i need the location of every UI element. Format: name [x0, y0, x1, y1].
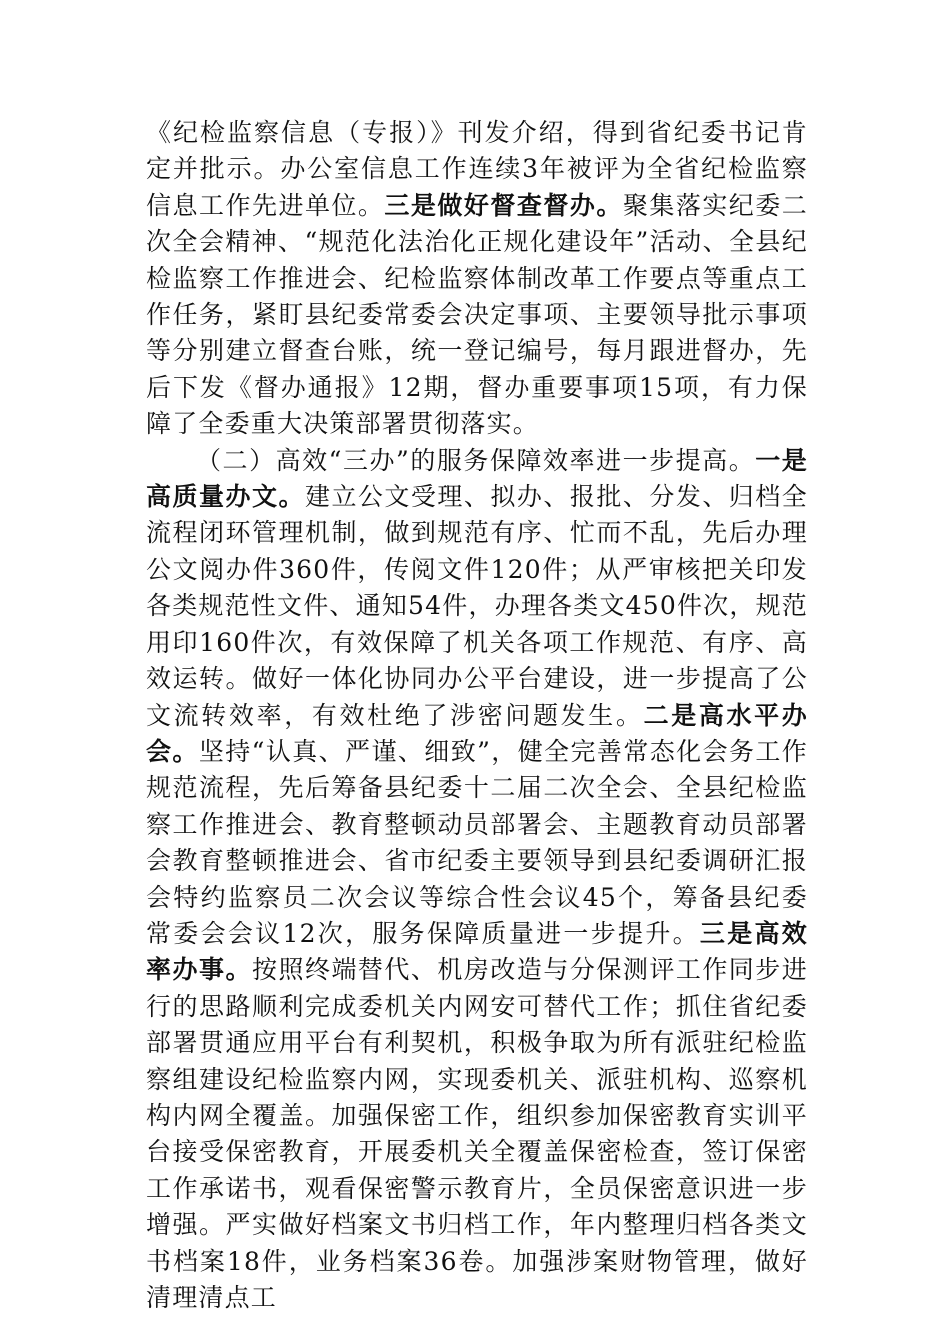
text-segment: 按照终端替代、机房改造与分保测评工作同步进行的思路顺利完成委机关内网安可替代工作；抓住省纪委部署贯通应用平台有利契机，积极争取为所有派驻纪检监察组建设纪检监察内网，实现委机关、派驻机构、巡察机构内网全覆盖。加强保密工作，组织参加保密教育实训平台接受保密教育，开展委机关全覆盖保密检查，签订保密工作承诺书，观看保密警示教育片，全员保密意识进一步增强。严实做好档案文书归档工作，年内整理归档各类文书档案18件，业务档案36卷。加强涉案财物管理，做好清理清点工	[146, 955, 808, 1312]
bold-heading-meetings: 二是高水平办会。	[146, 700, 808, 766]
text-segment: 聚集落实纪委二次全会精神、“规范化法治化正规化建设年”活动、全县纪检监察工作推进会、纪检监察体制改革工作要点等重点工作任务，紧盯县纪委常委会决定事项、主要领导批示事项等分别建立督查台账，统一登记编号，每月跟进督办，先后下发《督办通报》12期，督办重要事项15项，有力保障了全委重大决策部署贯彻落实。	[146, 190, 808, 439]
text-segment: 坚持“认真、严谨、细致”，健全完善常态化会务工作规范流程，先后筹备县纪委十二届二次全会、全县纪检监察工作推进会、教育整顿动员部署会、主题教育动员部署会教育整顿推进会、省市纪委主要领导到县纪委调研汇报会特约监察员二次会议等综合性会议45个，筹备县纪委常委会会议12次，服务保障质量进一步提升。	[146, 736, 808, 948]
paragraph-supervision	[146, 115, 808, 443]
section-heading: （二）高效“三办”的服务保障效率进一步提高。	[196, 445, 756, 475]
bold-heading-documents: 一是高质量办文。	[146, 445, 808, 512]
paragraph-service-efficiency	[146, 443, 808, 1317]
bold-heading-supervision: 三是做好督查督办。	[384, 190, 623, 220]
text-segment: 《纪检监察信息（专报）》刊发介绍，得到省纪委书记肯定并批示。办公室信息工作连续3年被评为全省纪检监察信息工作先进单位。	[146, 118, 808, 220]
text-segment: 建立公文受理、拟办、报批、分发、归档全流程闭环管理机制，做到规范有序、忙而不乱，先后办理公文阅办件360件，传阅文件120件；从严审核把关印发各类规范性文件、通知54件，办理各类文450件次，规范用印160件次，有效保障了机关各项工作规范、有序、高效运转。做好一体化协同办公平台建设，进一步提高了公文流转效率，有效杜绝了涉密问题发生。	[146, 482, 808, 730]
document-body	[146, 115, 808, 1316]
bold-heading-affairs: 三是高效率办事。	[146, 918, 808, 985]
